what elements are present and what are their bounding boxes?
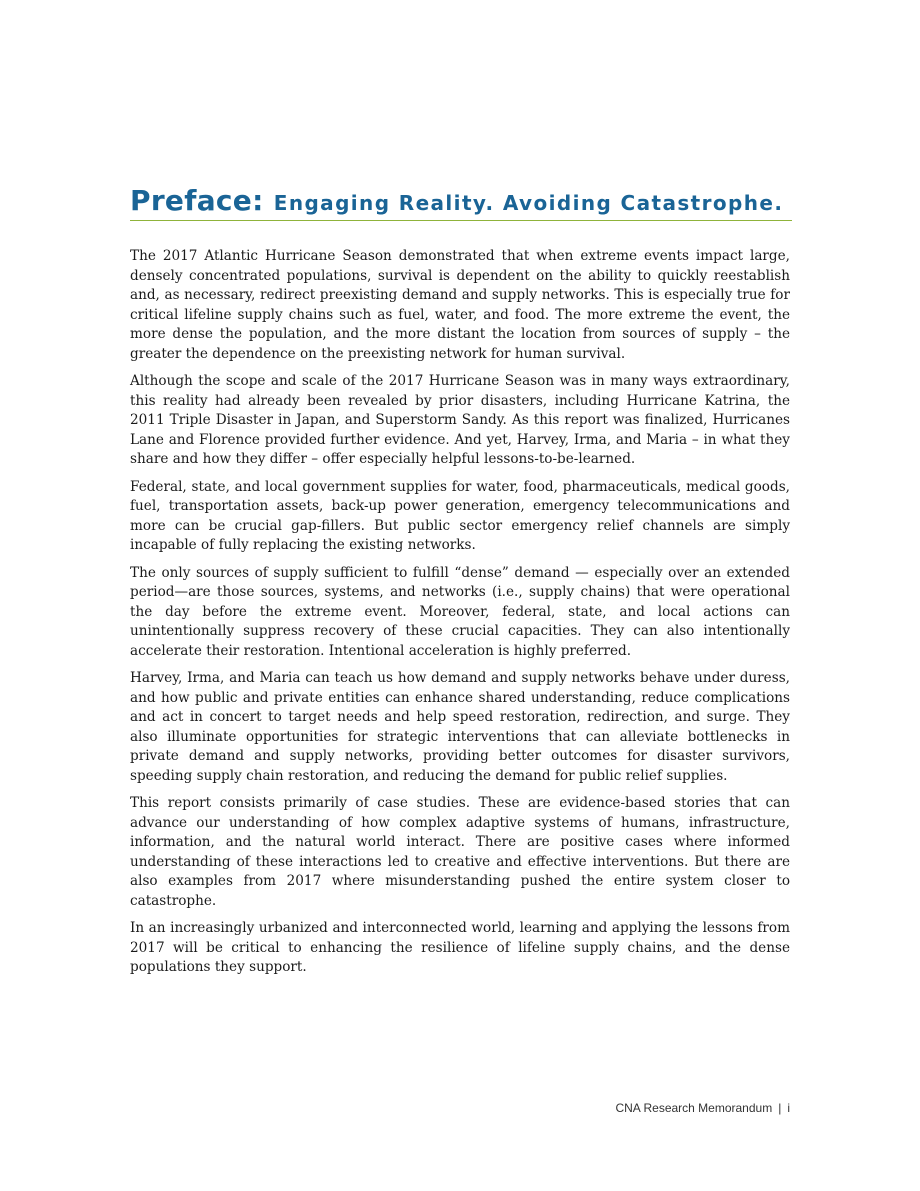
paragraph: This report consists primarily of case studies. These are evidence-based stories that can advance our understanding of how complex adaptive systems of humans, infrastructure, information, and the natural world interact. There are positive cases where informed understanding of these interactions led to creative and effective interventions. But there are also examples from 2017 where misunderstanding pushed the entire system closer to catastrophe. xyxy=(130,795,790,909)
page-title xyxy=(130,180,792,221)
preface-body xyxy=(130,247,790,986)
paragraph: Harvey, Irma, and Maria can teach us how demand and supply networks behave under duress, and how public and private entities can enhance shared understanding, reduce complications and act in concert to target needs and help speed restoration, redirection, and surge. They also illuminate opportunities for strategic interventions that can alleviate bottlenecks in private demand and supply networks, providing better outcomes for disaster survivors, speeding supply chain restoration, and reducing the demand for public relief supplies. xyxy=(130,670,790,784)
page-number: i xyxy=(787,1101,790,1115)
page-title-subtitle: Engaging Reality. Avoiding Catastrophe. xyxy=(273,191,784,215)
paragraph: The 2017 Atlantic Hurricane Season demonstrated that when extreme events impact large, densely concentrated populations, survival is dependent on the ability to quickly reestablish and, as necessary, redirect preexisting demand and supply networks. This is especially true for critical lifeline supply chains such as fuel, water, and food. The more extreme the event, the more dense the population, and the more distant the location from sources of supply – the greater the dependence on the preexisting network for human survival. xyxy=(130,248,790,362)
footer-separator: | xyxy=(778,1101,782,1115)
page-footer xyxy=(615,1101,790,1115)
paragraph: Federal, state, and local government supplies for water, food, pharmaceuticals, medical goods, fuel, transportation assets, back-up power generation, emergency telecommunications and more can be crucial gap-fillers. But public sector emergency relief channels are simply incapable of fully replacing the existing networks. xyxy=(130,478,790,553)
page-title-lead: Preface: xyxy=(130,184,264,217)
paragraph: Although the scope and scale of the 2017 Hurricane Season was in many ways extraordinary, this reality had already been revealed by prior disasters, including Hurricane Katrina, the 2011 Triple Disaster in Japan, and Superstorm Sandy. As this report was finalized, Hurricanes Lane and Florence provided further evidence. And yet, Harvey, Irma, and Maria – in what they share and how they differ – offer especially helpful lessons-to-be-learned. xyxy=(130,373,790,467)
paragraph: The only sources of supply sufficient to fulfill “dense” demand — especially over an extended period—are those sources, systems, and networks (i.e., supply chains) that were operational the day before the extreme event. Moreover, federal, state, and local actions can unintentionally suppress recovery of these crucial capacities. They can also intentionally accelerate their restoration. Intentional acceleration is highly preferred. xyxy=(130,564,790,659)
footer-label: CNA Research Memorandum xyxy=(615,1101,773,1115)
paragraph: In an increasingly urbanized and interconnected world, learning and applying the lessons from 2017 will be critical to enhancing the resilience of lifeline supply chains, and the dense populations they support. xyxy=(130,920,790,975)
